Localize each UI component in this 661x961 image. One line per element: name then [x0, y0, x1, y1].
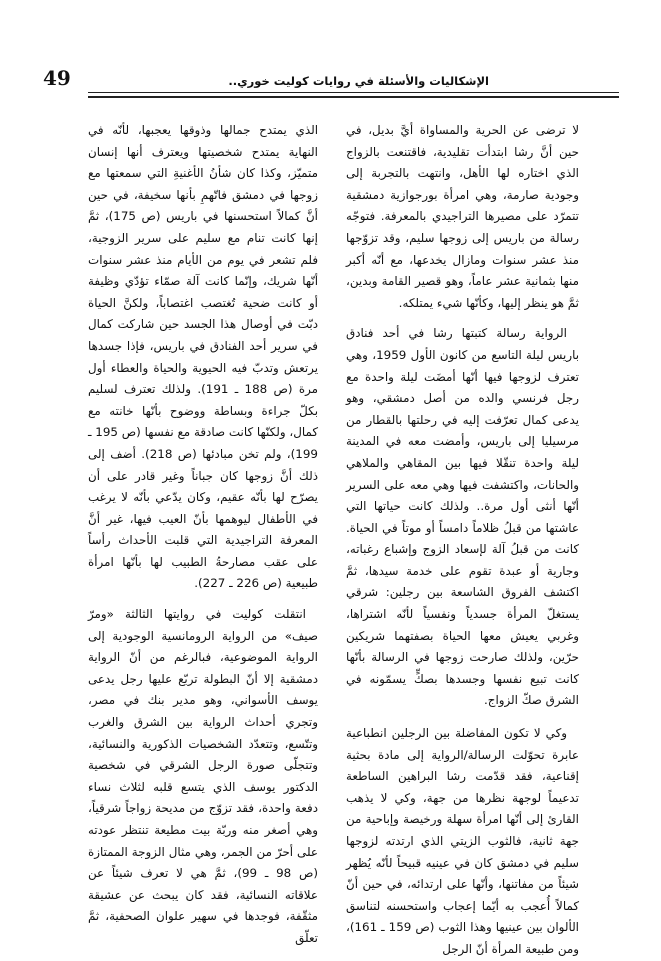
header-rule-thin	[88, 92, 619, 93]
right-column	[346, 120, 579, 961]
left-column	[88, 120, 318, 950]
paragraph: لا ترضى عن الحرية والمساواة أيَّ بديل، في حين أنَّ رشا ابتدأت تقليدية، فاقتنعت بالزواج الذي اختاره لها الأهل، وانتهت بالتجربة إلى وجودية صارمة، وهي امرأة بورجوازية دمشقية تتمرّد على مصيرها التراجيدي بالمعرفة. فتوجّه رسالة من باريس إلى زوجها سليم، وقد تزوّجها منذ عشر سنوات ومازال يخدعها، مع أنّه أكبر منها بثمانية عشر عاماً، وهو قصير القامة وبدين، ثمَّ هو ينظر إليها، وكأنّها شيء يمتلكه.	[346, 123, 579, 310]
page-header	[0, 0, 661, 104]
paragraph: الرواية رسالة كتبتها رشا في أحد فنادق باريس ليلة التاسع من كانون الأول 1959، وهي تعترف لزوجها فيها أنّها أمضَت ليلة واحدة مع رجل فرنسي والده من أصل دمشقي، وهو يدعى كمال تعرّفت إليه في رحلتها بالقطار من مرسيليا إلى باريس، وأمضت معه في المدينة ليلة واحدة تنقّلا فيها بين المقاهي والملاهي والحانات، واكتشفت فيها وهي معه على السرير أنّها أنثى أول مرة.. ولذلك كانت حياتها التي عاشتها من قبلُ ظلاماً دامساً أو موتاً في الحياة. كانت من قبلُ آلة لإسعاد الزوج وإشباع رغباته، وجارية أو عبدة تقوم على خدمة سيدها، ثمَّ اكتشف الفروق الشاسعة بين رجلين: شرقي يستغلّ المرأة جسدياً ونفسياً لأنّه اشتراها، وغربي يعيش معها الحياة بصفتهما شريكين حرّين، ولذلك صارحت زوجها في الرسالة بأنّها كانت تبيع نفسها وجسدها بصكٍّ يسمّونه في الشرق صكّ الزواج.	[346, 326, 580, 708]
header-rule-thick	[88, 96, 619, 98]
running-title: الإشكاليات والأسئلة في روايات كوليت خوري..	[228, 74, 489, 88]
paragraph: الذي يمتدح جمالها وذوقها يعجبها، لأنّه في النهاية يمتدح شخصيتها ويعترف أنها إنسان متميّز، وكذا كان شأنُ الأغنيةِ التي سمعتها مع زوجها في دمشق فاتّهمِ بأنها سخيفة، في حين أنَّ كمالاً استحسنها في باريس (ص 175)، ثمَّ إنها كانت تنام مع سليم على سرير الزوجية، فلم تشعر في يوم من الأيام منذ عشر سنوات أنّها شريك، وإنّما كانت آلة صمّاء تؤدّي وظيفة أو كانت ضحية تُغتصب اغتصاباً، ولكنَّ الحياة دبّت في أوصال هذا الجسد حين شاركت كمال في سرير أحد الفنادق في باريس، فإذا جسدها يرتعش وتدبّ فيه الحيوية والحياة والعطاء أول مرة (ص 188 ـ 191). ولذلك تعترف لسليم بكلّ جراءة وبساطة ووضوح بأنّها خانته مع كمال، ولكنّها كانت صادقة مع نفسها (ص 195 ـ 199)، ولم تخن مبادئها (ص 218). أضف إلى ذلك أنَّ زوجها كان جباناً وغير قادر على أن يصرّح لها بأنّه عقيم، وكان يدّعي بأنّه لا يرغب في الأطفال ليوهمها بأنّ العيب فيها، غير أنَّ المعرفة التراجيدية التي قلبت الأحداث رأساً على عقب مصارحةُ الطبيب لها بأنّها امرأة طبيعية (ص 226 ـ 227).	[88, 123, 318, 591]
paragraph: وكي لا تكون المفاضلة بين الرجلين انطباعية عابرة تحوّلت الرسالة/الرواية إلى مادة بحثية إقناعية، فقد قدّمت رشا البراهين الساطعة تدعيماً لوجهة نظرها من جهة، وكي لا يذهب القارئ إلى أنّها امرأة سهلة ورخيصة وإباحية من جهة ثانية، فالثوب الزيتي الذي ارتدته لزوجها سليم في دمشق كان في عينيه قبيحاً لأنّه يُظهر شيئاً من مفاتنها، وأنّها على ارتدائه، في حين أنّ كمالاً أُعجب به أيّما إعجاب واستحسنه لتناسق الألوان بين عينيها وهذا الثوب (ص 159 ـ 161)، ومن طبيعة المرأة أنّ الرجل	[346, 726, 579, 956]
paragraph: انتقلت كوليت في روايتها الثالثة «ومرّ صيف» من الرواية الرومانسية الوجودية إلى الرواية الموضوعية، فبالرغم من أنّ الرواية دمشقية إلا أنّ البطولة تربّع عليها رجل يدعى يوسف الأسواني، وهو مدير بنك في مصر، وتجري أحداث الرواية بين الشرق والغرب وتتّسع، وتتعدّد الشخصيات الذكورية والنسائية، وتتجلّى صورة الرجل الشرقي في شخصية الدكتور يوسف الذي يتسع قلبه لثلاث نساء دفعة واحدة، فقد تزوّج من مديحة زواجاً شرقياً، وهي أصغر منه وربّة بيت مطيعة تنتظر عودته على أحرّ من الجمر، وهي مثال الزوجة الممتازة (ص 98 ـ 99)، ثمَّ هي لا تعرف شيئاً عن علاقاته النسائية، فقد كان يبحث عن عشيقة مثقّفة، فوجدها في سهير علوان الصحفية، ثمَّ تعلّق	[88, 607, 319, 945]
page-number: 49	[43, 66, 71, 90]
